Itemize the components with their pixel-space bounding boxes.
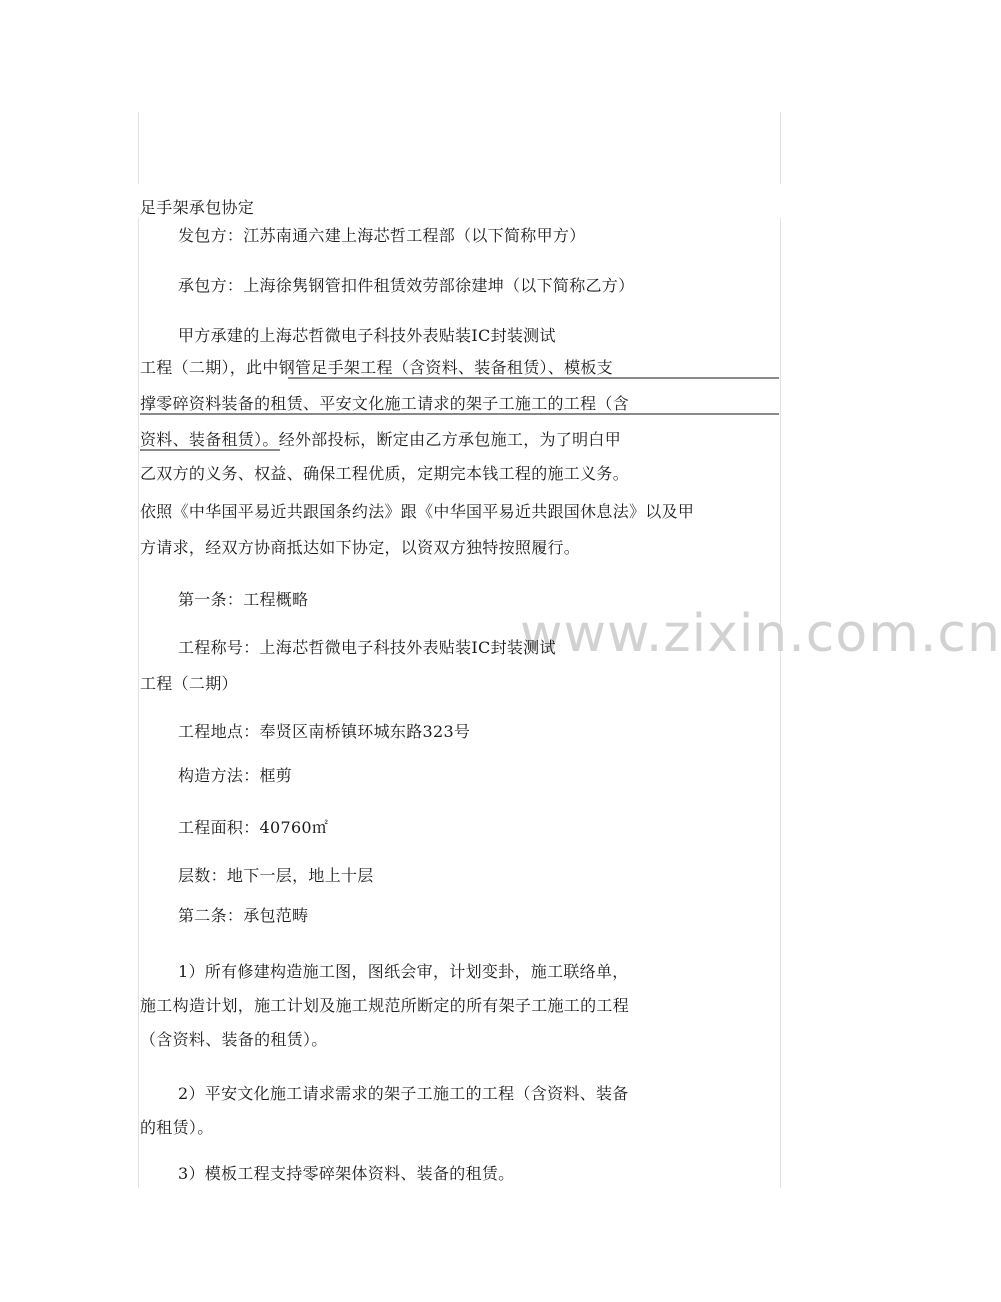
- underline-mark: [140, 413, 779, 415]
- paragraph-line: 方请求，经双方协商抵达如下协定，以资双方独特按照履行。: [140, 538, 581, 557]
- scope-item: 1）所有修建构造施工图，图纸会审，计划变卦，施工联络单，: [178, 962, 629, 981]
- paragraph-line: 依照《中华国平易近共跟国条约法》跟《中华国平易近共跟国休息法》以及甲: [140, 502, 695, 521]
- project-area-line: 工程面积：40760㎡: [178, 818, 329, 837]
- left-margin-rule: [138, 218, 139, 1188]
- left-margin-rule-top: [138, 112, 139, 184]
- paragraph-line: 撑零碎资料装备的租赁、平安文化施工请求的架子工施工的工程（含: [140, 394, 630, 413]
- floors-line: 层数：地下一层，地上十层: [178, 866, 374, 885]
- project-name-line: 工程（二期）: [140, 674, 238, 693]
- section-heading: 第二条：承包范畴: [178, 906, 309, 925]
- scope-item: （含资料、装备的租赁）。: [140, 1030, 328, 1049]
- watermark: www.zixin.com.cn: [520, 604, 1001, 664]
- underline-mark: [140, 449, 280, 451]
- project-name-line: 工程称号：上海芯哲微电子科技外表贴装IC封装测试: [178, 638, 556, 657]
- project-location-line: 工程地点：奉贤区南桥镇环城东路323号: [178, 722, 471, 741]
- party-b-line: 承包方：上海徐隽钢管扣件租赁效劳部徐建坤（以下简称乙方）: [178, 276, 635, 295]
- scope-item: 2）平安文化施工请求需求的架子工施工的工程（含资料、装备: [178, 1084, 629, 1103]
- paragraph-line: 资料、装备租赁）。经外部投标，断定由乙方承包施工，为了明白甲: [140, 430, 622, 449]
- underline-mark: [288, 377, 779, 379]
- right-margin-rule: [780, 218, 781, 1188]
- section-heading: 第一条：工程概略: [178, 590, 309, 609]
- paragraph-line: 乙双方的义务、权益、确保工程优质，定期完本钱工程的施工义务。: [140, 464, 630, 483]
- scope-item: 3）模板工程支持零碎架体资料、装备的租赁。: [178, 1164, 515, 1183]
- scope-item: 的租赁）。: [140, 1118, 214, 1137]
- scope-item: 施工构造计划，施工计划及施工规范所断定的所有架子工施工的工程: [140, 996, 630, 1015]
- paragraph-line: 工程（二期），此中钢管足手架工程（含资料、装备租赁）、模板支: [140, 358, 614, 377]
- structure-method-line: 构造方法：框剪: [178, 766, 293, 785]
- right-margin-rule-top: [780, 112, 781, 184]
- paragraph-line: 甲方承建的上海芯哲微电子科技外表贴装IC封装测试: [178, 326, 556, 345]
- party-a-line: 发包方：江苏南通六建上海芯哲工程部（以下简称甲方）: [178, 226, 586, 245]
- document-title: 足手架承包协定: [140, 198, 255, 217]
